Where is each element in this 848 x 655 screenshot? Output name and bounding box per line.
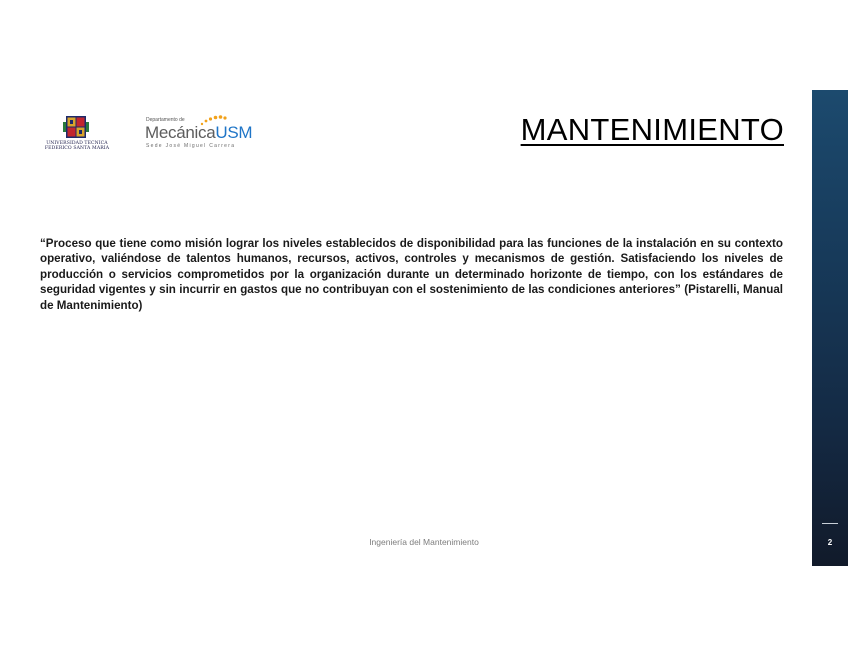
sidebar-divider — [822, 523, 838, 524]
mecanica-sede-label: Sede José Miguel Carrera — [146, 143, 236, 149]
definition-quote: “Proceso que tiene como misión lograr los niveles establecidos de disponibilidad para las funciones de la instalación en su contexto operativo, valiéndose de talentos humanos, recursos, activos, controles y mecanismos de gestión. Satisfaciendo los niveles de producción o servicios comprometidos por la organización durante un determinado horizonte de tiempo, con los estándares de seguridad vigentes y sin incurrir en gastos que no contribuyan con el sostenimiento de las condiciones anteriores” (Pistarelli, Manual de Mantenimiento) — [40, 237, 783, 312]
utfsm-name — [38, 141, 116, 152]
mecanica-departamento-label: Departamento de — [146, 117, 185, 123]
utfsm-line1: UNIVERSIDAD TECNICA — [46, 141, 108, 146]
slide-title: MANTENIMIENTO — [520, 112, 784, 147]
page-number: 2 — [827, 538, 833, 547]
mecanica-usm-logo — [145, 113, 253, 153]
utfsm-logo — [38, 114, 116, 156]
mecanica-word: Mecánica — [145, 123, 216, 142]
slide-footer: Ingeniería del Mantenimiento — [369, 537, 479, 547]
mecanica-wordmark — [145, 124, 252, 142]
crest-icon — [61, 114, 91, 139]
utfsm-line2: FEDERICO SANTA MARIA — [44, 146, 110, 152]
right-sidebar-band — [812, 90, 848, 566]
usm-word: USM — [215, 123, 253, 142]
